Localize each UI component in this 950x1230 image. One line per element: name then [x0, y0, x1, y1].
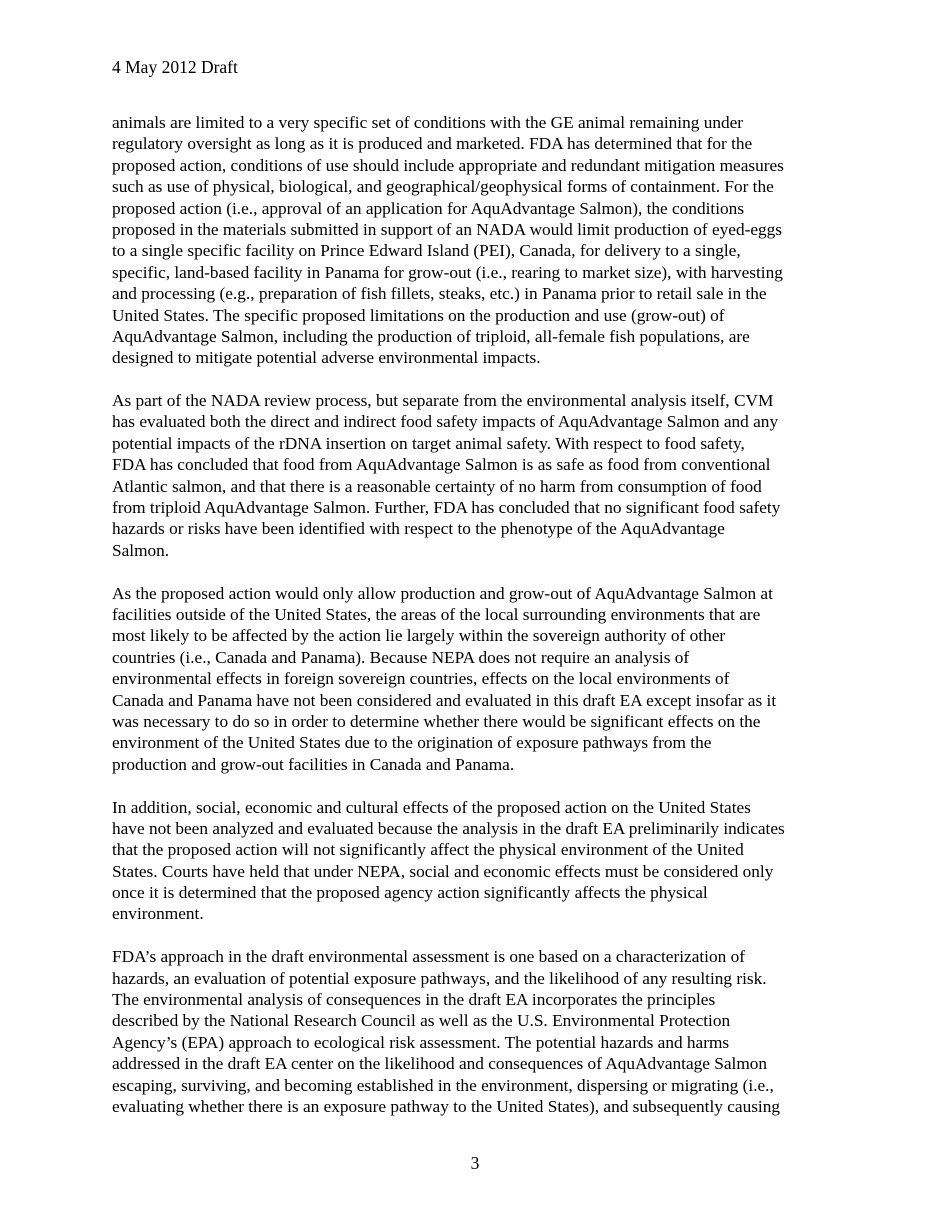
paragraph-line: and processing (e.g., preparation of fish fillets, steaks, etc.) in Panama prior to retail sale in the — [112, 284, 767, 304]
paragraph-line: In addition, social, economic and cultural effects of the proposed action on the United States — [112, 797, 751, 817]
paragraph-line: hazards or risks have been identified with respect to the phenotype of the AquAdvantage — [112, 519, 725, 539]
paragraph-line: from triploid AquAdvantage Salmon. Further, FDA has concluded that no significant food safety — [112, 498, 781, 518]
paragraph-line: escaping, surviving, and becoming established in the environment, dispersing or migrating (i.e., — [112, 1075, 774, 1095]
body-paragraph — [112, 583, 842, 776]
paragraph-line: FDA has concluded that food from AquAdvantage Salmon is as safe as food from conventional — [112, 455, 771, 475]
paragraph-line: addressed in the draft EA center on the likelihood and consequences of AquAdvantage Salmon — [112, 1054, 768, 1074]
paragraph-line: proposed in the materials submitted in support of an NADA would limit production of eyed-eggs — [112, 219, 783, 239]
page-number: 3 — [470, 1153, 480, 1173]
paragraph-line: environment of the United States due to the origination of exposure pathways from the — [112, 733, 712, 753]
paragraph-line: have not been analyzed and evaluated because the analysis in the draft EA preliminarily indicates — [112, 818, 785, 838]
paragraph-line: environment. — [112, 904, 204, 924]
body-paragraph — [112, 112, 842, 369]
paragraph-line: As part of the NADA review process, but separate from the environmental analysis itself, CVM — [112, 391, 774, 411]
paragraph-line: hazards, an evaluation of potential exposure pathways, and the likelihood of any resulting risk. — [112, 968, 767, 988]
paragraph-line: facilities outside of the United States, the areas of the local surrounding environments that are — [112, 604, 761, 624]
paragraph-line: has evaluated both the direct and indirect food safety impacts of AquAdvantage Salmon and any — [112, 412, 779, 432]
paragraph-line: The environmental analysis of consequences in the draft EA incorporates the principles — [112, 990, 716, 1010]
paragraph-line: As the proposed action would only allow production and grow-out of AquAdvantage Salmon at — [112, 583, 773, 603]
paragraph-line: AquAdvantage Salmon, including the production of triploid, all-female fish populations, are — [112, 326, 750, 346]
paragraph-line: production and grow-out facilities in Canada and Panama. — [112, 754, 515, 774]
paragraph-line: United States. The specific proposed limitations on the production and use (grow-out) of — [112, 305, 725, 325]
paragraph-line: that the proposed action will not significantly affect the physical environment of the United — [112, 840, 744, 860]
paragraph-line: Atlantic salmon, and that there is a reasonable certainty of no harm from consumption of food — [112, 476, 762, 496]
paragraph-line: evaluating whether there is an exposure pathway to the United States), and subsequently causing — [112, 1096, 781, 1116]
paragraph-line: countries (i.e., Canada and Panama). Because NEPA does not require an analysis of — [112, 647, 690, 667]
paragraph-line: proposed action (i.e., approval of an application for AquAdvantage Salmon), the conditions — [112, 198, 745, 218]
paragraph-line: animals are limited to a very specific set of conditions with the GE animal remaining under — [112, 113, 744, 132]
paragraph-line: once it is determined that the proposed agency action significantly affects the physical — [112, 883, 708, 903]
paragraph-line: States. Courts have held that under NEPA, social and economic effects must be considered only — [112, 861, 774, 881]
paragraph-line: FDA’s approach in the draft environmental assessment is one based on a characterization of — [112, 947, 745, 967]
paragraph-line: was necessary to do so in order to determine whether there would be significant effects on the — [112, 711, 761, 731]
paragraph-line: Agency’s (EPA) approach to ecological risk assessment. The potential hazards and harms — [112, 1032, 730, 1052]
body-paragraph — [112, 797, 842, 925]
paragraph-line: specific, land-based facility in Panama for grow-out (i.e., rearing to market size), with harvesting — [112, 262, 783, 282]
paragraph-line: designed to mitigate potential adverse environmental impacts. — [112, 348, 541, 368]
paragraph-line: to a single specific facility on Prince Edward Island (PEI), Canada, for delivery to a single, — [112, 241, 741, 261]
body-paragraph — [112, 390, 842, 561]
document-body — [112, 112, 842, 1139]
paragraph-line: regulatory oversight as long as it is produced and marketed. FDA has determined that for the — [112, 134, 753, 154]
paragraph-line: described by the National Research Council as well as the U.S. Environmental Protection — [112, 1011, 731, 1031]
body-paragraph — [112, 946, 842, 1117]
paragraph-line: potential impacts of the rDNA insertion on target animal safety. With respect to food safety, — [112, 433, 745, 453]
paragraph-line: most likely to be affected by the action lie largely within the sovereign authority of other — [112, 626, 726, 646]
paragraph-line: environmental effects in foreign sovereign countries, effects on the local environments of — [112, 669, 730, 689]
paragraph-line: such as use of physical, biological, and geographical/geophysical forms of containment. For the — [112, 177, 774, 197]
paragraph-line: proposed action, conditions of use should include appropriate and redundant mitigation measures — [112, 155, 784, 175]
paragraph-line: Canada and Panama have not been considered and evaluated in this draft EA except insofar as it — [112, 690, 777, 710]
paragraph-line: Salmon. — [112, 540, 170, 560]
draft-date-header: 4 May 2012 Draft — [112, 57, 238, 77]
